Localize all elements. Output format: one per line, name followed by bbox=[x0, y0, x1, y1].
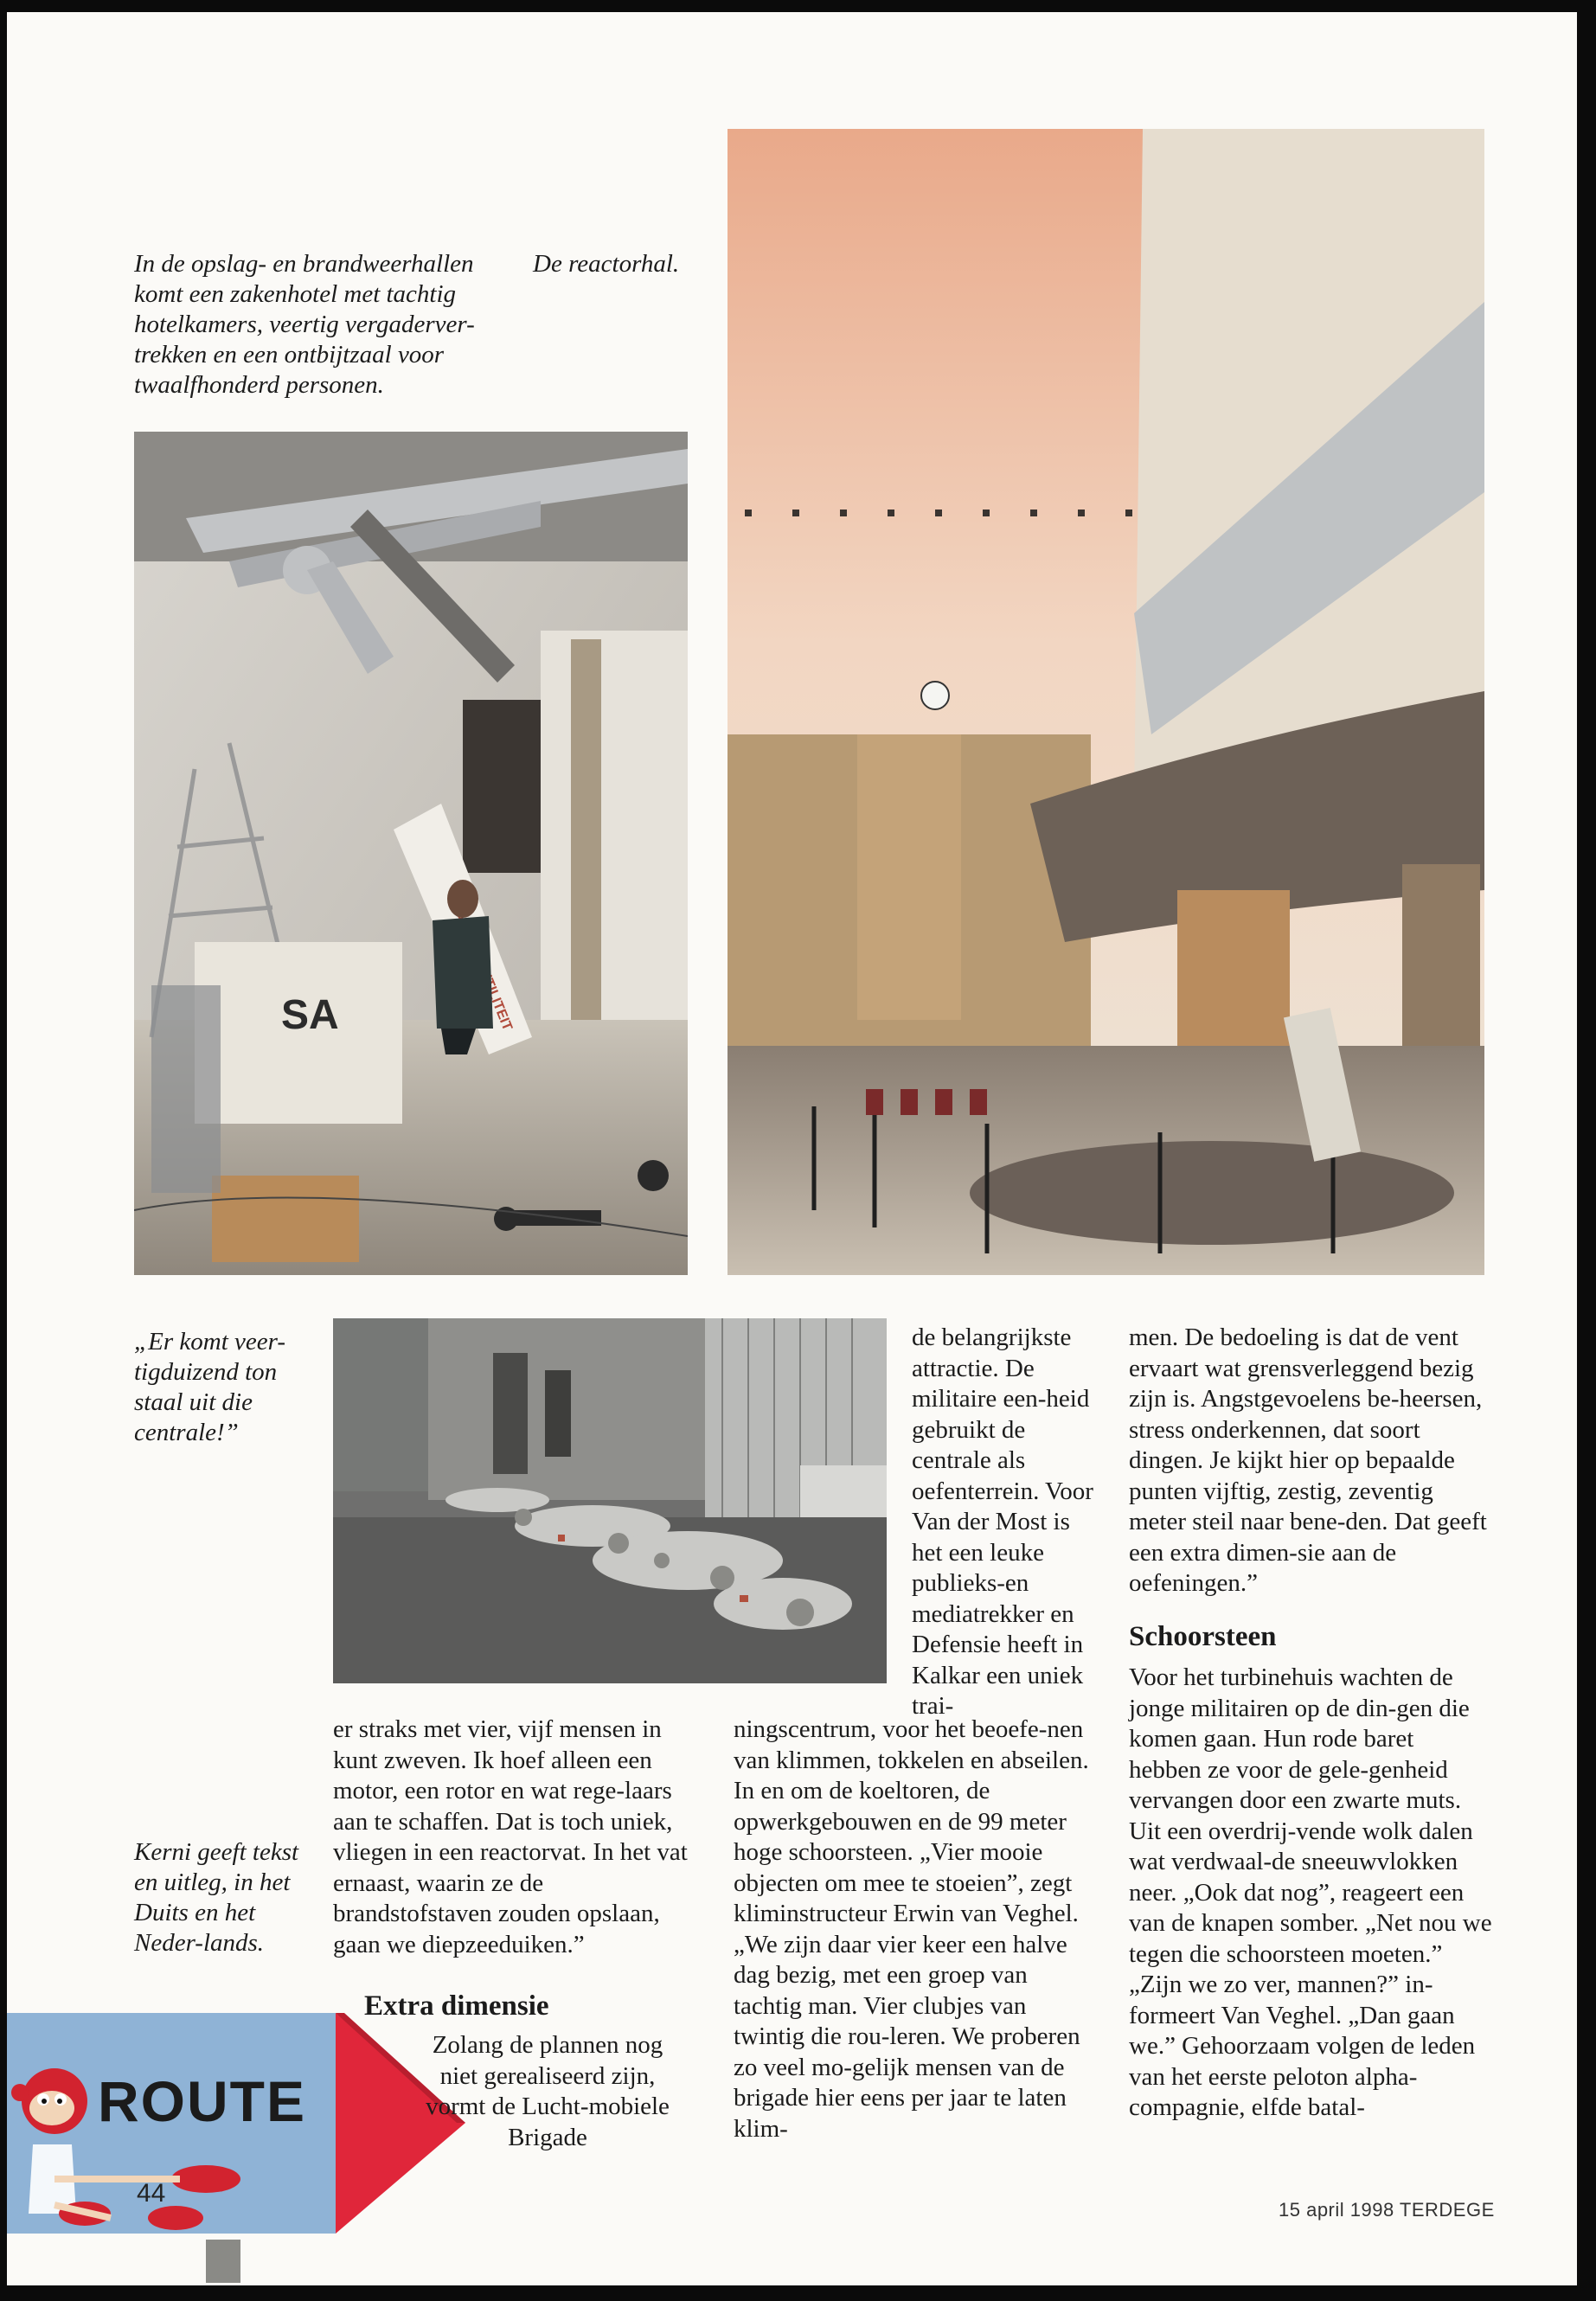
col2-extra-paragraph: Zolang de plannen nog niet gerealiseerd zijn, vormt de Lucht-mobiele Brigade bbox=[426, 2031, 670, 2151]
photo-worker-hall bbox=[134, 432, 688, 1275]
box-brand-logo: SA bbox=[281, 992, 339, 1038]
caption-reactorhal: De reactorhal. bbox=[533, 250, 680, 278]
caption-hotel: In de opslag- en brandweerhallen komt een zakenhotel met tachtig hotelkamers, veertig vergaderver-trekken en een ontbijtzaal voor twaalfhonderd personen. bbox=[134, 250, 475, 399]
col4-bottom-paragraph: Voor het turbinehuis wachten de jonge militairen op de din-gen die komen gaan. Hun rode baret hebben ze voor de gele-genheid vervangen door een zwarte muts. Uit een overdrij-vende wolk dalen wat verdwaal-de sneeuwvlokken neer. „Ook dat nog”, reageert een van de knapen somber. „Net nou we tegen die schoorsteen moeten.” „Zijn we zo ver, mannen?” in-formeert Van Veghel. „Dan gaan we.” Gehoorzaam volgen de leden van het eerste peloton alpha-compagnie, elfde batal- bbox=[1129, 1663, 1492, 2121]
photo-scrap-yard bbox=[333, 1318, 887, 1683]
col3-bottom-paragraph: ningscentrum, voor het beoefe-nen van klimmen, tokkelen en abseilen. In en om de koeltoren, de opwerkgebouwen en de 99 meter hoge schoorsteen. „Vier mooie objecten om mee te stoeien”, zegt kliminstructeur Erwin van Veghel. „We zijn daar vier keer een halve dag bezig, met een groep van tachtig man. Vier clubjes van twintig die rou-leren. We proberen zo veel mo-gelijk mensen van de brigade hier eens per jaar te laten klim- bbox=[734, 1715, 1089, 2143]
page-number: 44 bbox=[137, 2179, 166, 2208]
photo-reactor-hall bbox=[727, 129, 1484, 1275]
bag-print: UTILITEIT bbox=[477, 967, 515, 1033]
route-sign bbox=[7, 2006, 465, 2283]
col4-top-paragraph: men. De bedoeling is dat de vent ervaart wat grensverleggend bezig zijn is. Angstgevoelens be-heersen, stress onderkennen, dat soort dingen. Je kijkt hier op bepaalde punten vijftig, zestig, zeventig meter steil naar bene-den. Dat geeft een extra dimen-sie aan de oefeningen.” bbox=[1129, 1324, 1487, 1597]
column-2-body bbox=[333, 1715, 696, 1960]
column-4-bottom bbox=[1129, 1663, 1492, 2124]
col3-top-paragraph: de belangrijkste attractie. De militaire een-heid gebruikt de centrale als oefenterrein. Voor Van der Most is het een leuke publieks-en mediatrekker en Defensie heeft in Kalkar een uniek trai- bbox=[912, 1324, 1093, 1720]
column-4-top bbox=[1129, 1323, 1492, 1599]
heading-extra-dimensie: Extra dimensie bbox=[364, 1990, 549, 2022]
column-3-bottom bbox=[734, 1715, 1101, 2144]
caption-quote: „Er komt veer-tigduizend ton staal uit die centrale!” bbox=[134, 1328, 285, 1446]
caption-kerni: Kerni geeft tekst en uitleg, in het Duits en het Neder-lands. bbox=[134, 1838, 299, 1957]
magazine-page bbox=[7, 12, 1577, 2285]
column-2-extra bbox=[413, 2030, 682, 2153]
route-label: ROUTE bbox=[98, 2069, 306, 2133]
col2-paragraph: er straks met vier, vijf mensen in kunt zweven. Ik hoef alleen een motor, een rotor en wat rege-laars aan te schaffen. Dat is toch uniek, vliegen in een reactorvat. In het vat ernaast, waarin ze de brandstofstaven zouden opslaan, gaan we diepzeeduiken.” bbox=[333, 1715, 688, 1958]
footer-date-magazine: 15 april 1998 TERDEGE bbox=[1279, 2199, 1495, 2221]
heading-schoorsteen: Schoorsteen bbox=[1129, 1621, 1277, 1652]
column-3-top bbox=[912, 1323, 1100, 1722]
